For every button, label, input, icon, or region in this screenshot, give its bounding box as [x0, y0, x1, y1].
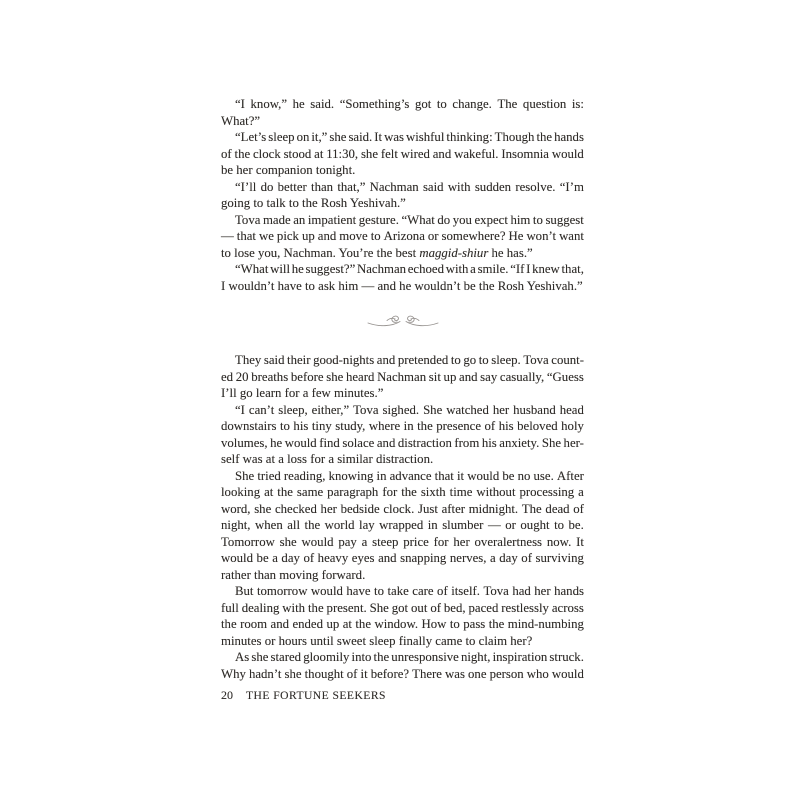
text-line: Why hadn’t she thought of it before? There was one person who would: [221, 666, 584, 681]
text-line: “I can’t sleep, either,” Tova sighed. She watched her husband head: [235, 402, 584, 417]
section-divider: [221, 294, 584, 352]
text-line: full dealing with the present. She got out of bed, paced restlessly across: [221, 600, 584, 615]
text-line: word, she checked her bedside clock. Just after midnight. The dead of: [221, 501, 584, 516]
paragraph: [221, 468, 584, 584]
paragraph: [221, 129, 584, 179]
paragraph: [221, 583, 584, 649]
text-line: “Let’s sleep on it,” she said. It was wishful thinking: Though the hands: [235, 130, 584, 144]
text-line: Tomorrow she would pay a steep price for her overalertness now. It: [221, 534, 584, 549]
text-line: “I’ll do better than that,” Nachman said with sudden resolve. “I’m: [235, 179, 584, 194]
section-2: [221, 352, 584, 682]
text-line: ed 20 breaths before she heard Nachman sit up and say casually, “Guess: [221, 369, 584, 384]
paragraph: [221, 649, 584, 682]
paragraph: [221, 352, 584, 402]
text-line: night, when all the world lay wrapped in slumber — or ought to be.: [221, 518, 584, 532]
text-line: They said their good-nights and pretended to go to sleep. Tova count-: [235, 353, 584, 367]
text-line: self was at a loss for a similar distraction.: [221, 452, 434, 466]
paragraph: [221, 179, 584, 212]
text-line: rather than moving forward.: [221, 567, 366, 582]
text-line: I wouldn’t have to ask him — and he wouldn’t be the Rosh Yeshivah.”: [221, 278, 583, 293]
text-line: As she stared gloomily into the unresponsive night, inspiration struck.: [235, 650, 584, 664]
text-line: downstairs to his tiny study, where in the presence of his beloved holy: [221, 419, 584, 433]
page-footer: [221, 688, 584, 703]
paragraph: [221, 212, 584, 262]
text-line: would be a day of heavy eyes and snapping nerves, a day of surviving: [221, 551, 584, 565]
text-line: I’ll go learn for a few minutes.”: [221, 386, 384, 400]
text-line: to lose you, Nachman. You’re the best maggid-shiur he has.”: [221, 245, 533, 260]
text-line: Tova made an impatient gesture. “What do you expect him to suggest: [235, 212, 584, 227]
text-line: “What will he suggest?” Nachman echoed with a smile. “If I knew that,: [235, 262, 584, 276]
page-number: 20: [221, 688, 233, 702]
text-line: going to talk to the Rosh Yeshivah.”: [221, 196, 406, 210]
running-title: THE FORTUNE SEEKERS: [246, 689, 386, 702]
page-body: [221, 96, 584, 682]
text-line: She tried reading, knowing in advance that it would be no use. After: [235, 468, 584, 483]
paragraph: [221, 402, 584, 468]
text-line: the room and ended up at the window. How to pass the mind-numbing: [221, 617, 584, 631]
section-1: [221, 96, 584, 294]
text-line: “I know,” he said. “Something’s got to change. The question is:: [235, 97, 584, 111]
paragraph: [221, 96, 584, 129]
flourish-icon: [367, 310, 439, 337]
text-line: of the clock stood at 11:30, she felt wired and wakeful. Insomnia would: [221, 146, 584, 161]
text-line: — that we pick up and move to Arizona or somewhere? He won’t want: [221, 229, 584, 243]
paragraph: [221, 261, 584, 294]
text-line: volumes, he would find solace and distraction from his anxiety. She her-: [221, 435, 584, 450]
text-line: But tomorrow would have to take care of itself. Tova had her hands: [235, 584, 584, 598]
text-line: be her companion tonight.: [221, 163, 356, 177]
text-line: What?”: [221, 113, 261, 128]
text-line: looking at the same paragraph for the sixth time without processing a: [221, 485, 584, 499]
text-line: minutes or hours until sweet sleep finally came to claim her?: [221, 633, 533, 648]
